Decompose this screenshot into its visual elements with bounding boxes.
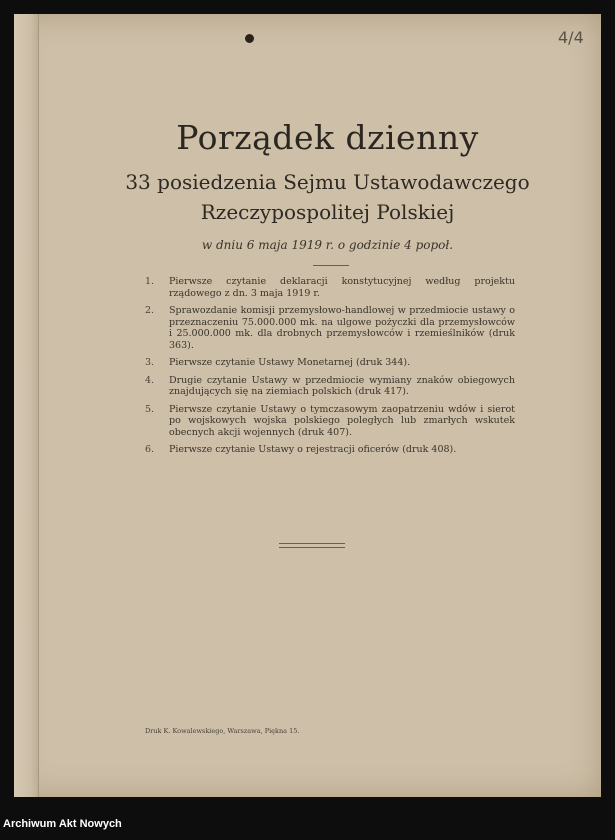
- agenda-item-text: Pierwsze czytanie Ustawy o rejestracji oficerów (druk 408).: [169, 444, 457, 455]
- agenda-item-text: Pierwsze czytanie Ustawy o tymczasowym zaopatrzeniu wdów i sierot po wojskowych wojska polskiego poległych lub zmarłych wskutek obecnych akcji wojennych (druk 407).: [169, 403, 515, 438]
- agenda-item-text: Pierwsze czytanie deklaracji konstytucyjnej według projektu rządowego z dn. 3 maja 1919 r.: [169, 276, 515, 299]
- agenda-item: [145, 404, 515, 439]
- agenda-item-number: 3.: [145, 357, 155, 368]
- agenda-item-number: 2.: [145, 305, 155, 316]
- session-date: w dniu 6 maja 1919 r. o godzinie 4 popoł.: [201, 238, 454, 252]
- document-title: Porządek dzienny: [176, 118, 479, 157]
- agenda-item-text: Sprawozdanie komisji przemysłowo-handlowej w przedmiocie ustawy o przeznaczeniu 75.000.000 mk. na ulgowe pożyczki dla przemysłowców i 25.000.000 mk. dla drobnych przemysłowców i rzemieślników (druk 363).: [169, 305, 515, 351]
- agenda-item: [145, 375, 515, 398]
- printer-imprint: Druk K. Kowalewskiego, Warszawa, Piękna 15.: [145, 727, 300, 735]
- punch-hole: [245, 34, 254, 43]
- agenda-item-text: Drugie czytanie Ustawy w przedmiocie wymiany znaków obiegowych znajdujących się na ziemiach polskich (druk 417).: [169, 374, 515, 397]
- agenda-item-number: 1.: [145, 276, 155, 287]
- agenda-item-text: Pierwsze czytanie Ustawy Monetarnej (druk 344).: [169, 357, 411, 368]
- agenda-item: [145, 444, 515, 456]
- archive-watermark: Archiwum Akt Nowych: [3, 818, 122, 830]
- margin-annotation: 4/4: [558, 28, 584, 47]
- page-fold-edge: [14, 14, 39, 797]
- agenda-item-number: 5.: [145, 403, 155, 415]
- divider-double: [279, 543, 345, 548]
- agenda-item: [145, 357, 515, 369]
- document-subtitle-line2: Rzeczypospolitej Polskiej: [200, 200, 455, 224]
- agenda-item: [145, 276, 515, 299]
- agenda-item: [145, 305, 515, 351]
- agenda-item-number: 4.: [145, 374, 155, 386]
- agenda-list: [145, 276, 515, 462]
- agenda-item-number: 6.: [145, 444, 155, 455]
- document-subtitle-line1: 33 posiedzenia Sejmu Ustawodawczego: [125, 170, 530, 194]
- divider-short: [313, 265, 349, 266]
